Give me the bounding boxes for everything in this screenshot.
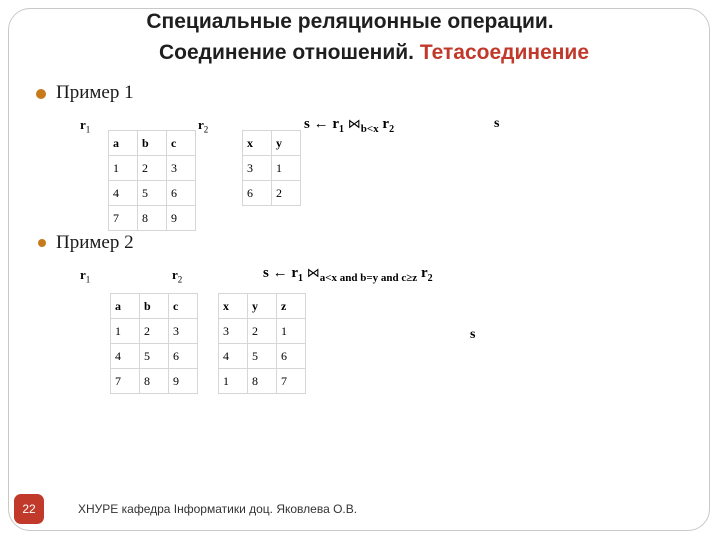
- title-main: Соединение отношений.: [158, 41, 420, 64]
- example2-table-r2: [218, 293, 306, 394]
- table-cell: z: [277, 294, 306, 319]
- table-header-row: [111, 294, 198, 319]
- table-cell: 6: [169, 344, 198, 369]
- table-cell: 3: [219, 319, 248, 344]
- table-cell: 1: [109, 156, 138, 181]
- example1-table-r2: [242, 130, 301, 206]
- table-cell: 5: [248, 344, 277, 369]
- table-row: [109, 156, 196, 181]
- example1-r1-label: $r_1$: [80, 117, 91, 135]
- table-row: [111, 319, 198, 344]
- table-cell: 8: [248, 369, 277, 394]
- table-row: [219, 344, 306, 369]
- table-cell: 7: [277, 369, 306, 394]
- slide-title-line1: Специальные реляционные операции.: [146, 10, 554, 33]
- table-cell: 8: [140, 369, 169, 394]
- example1-formula: s ← $r_1$ $⋈_{b<x}$ $r_2$: [304, 116, 395, 135]
- table-row: [219, 369, 306, 394]
- table-cell: x: [219, 294, 248, 319]
- table-cell: 4: [109, 181, 138, 206]
- table-row: [111, 344, 198, 369]
- table-cell: 2: [272, 181, 301, 206]
- table-cell: x: [243, 131, 272, 156]
- table-cell: 3: [243, 156, 272, 181]
- title-accent: Тетасоединение: [419, 41, 590, 64]
- table-cell: 3: [167, 156, 196, 181]
- table-row: [219, 319, 306, 344]
- table-cell: 9: [169, 369, 198, 394]
- table-cell: c: [167, 131, 196, 156]
- table-cell: 4: [111, 344, 140, 369]
- bullet-icon: [36, 89, 46, 99]
- table-row: [109, 181, 196, 206]
- example2-formula: s ← $r_1$ $⋈_{a<x and b=y and c\ge z}$ $r_2$: [263, 265, 433, 284]
- table-header-row: [219, 294, 306, 319]
- table-cell: 7: [111, 369, 140, 394]
- table-cell: 9: [167, 206, 196, 231]
- table-cell: 1: [277, 319, 306, 344]
- table-row: [243, 181, 301, 206]
- table-cell: 6: [167, 181, 196, 206]
- example2-r2-label: $r_2$: [172, 267, 183, 285]
- table-cell: c: [169, 294, 198, 319]
- table-cell: 7: [109, 206, 138, 231]
- example1-table-r1: [108, 130, 196, 231]
- table-cell: 2: [138, 156, 167, 181]
- table-cell: 1: [111, 319, 140, 344]
- table-row: [111, 369, 198, 394]
- bullet-icon: [38, 239, 46, 247]
- table-cell: 8: [138, 206, 167, 231]
- example1-heading: Пример 1: [56, 82, 134, 103]
- table-cell: 5: [138, 181, 167, 206]
- table-cell: b: [138, 131, 167, 156]
- table-cell: 6: [277, 344, 306, 369]
- table-row: [109, 206, 196, 231]
- table-header-row: [109, 131, 196, 156]
- table-cell: a: [111, 294, 140, 319]
- table-cell: 2: [248, 319, 277, 344]
- table-row: [243, 156, 301, 181]
- table-cell: y: [272, 131, 301, 156]
- table-cell: y: [248, 294, 277, 319]
- page-number-badge: 22: [14, 494, 44, 524]
- table-cell: 2: [140, 319, 169, 344]
- table-cell: a: [109, 131, 138, 156]
- slide-title-line2: [14, 41, 720, 65]
- table-header-row: [243, 131, 301, 156]
- table-cell: 6: [243, 181, 272, 206]
- example2-heading: Пример 2: [56, 232, 134, 253]
- table-cell: 4: [219, 344, 248, 369]
- table-cell: 5: [140, 344, 169, 369]
- example2-result-label: s: [470, 327, 476, 342]
- table-cell: 1: [272, 156, 301, 181]
- example2-table-r1: [110, 293, 198, 394]
- example1-result-label: s: [494, 116, 500, 131]
- example1-r2-label: $r_2$: [198, 117, 209, 135]
- table-cell: b: [140, 294, 169, 319]
- table-cell: 1: [219, 369, 248, 394]
- table-cell: 3: [169, 319, 198, 344]
- footer-text: ХНУРЕ кафедра Інформатики доц. Яковлева О.В.: [78, 502, 358, 516]
- example2-r1-label: $r_1$: [80, 267, 91, 285]
